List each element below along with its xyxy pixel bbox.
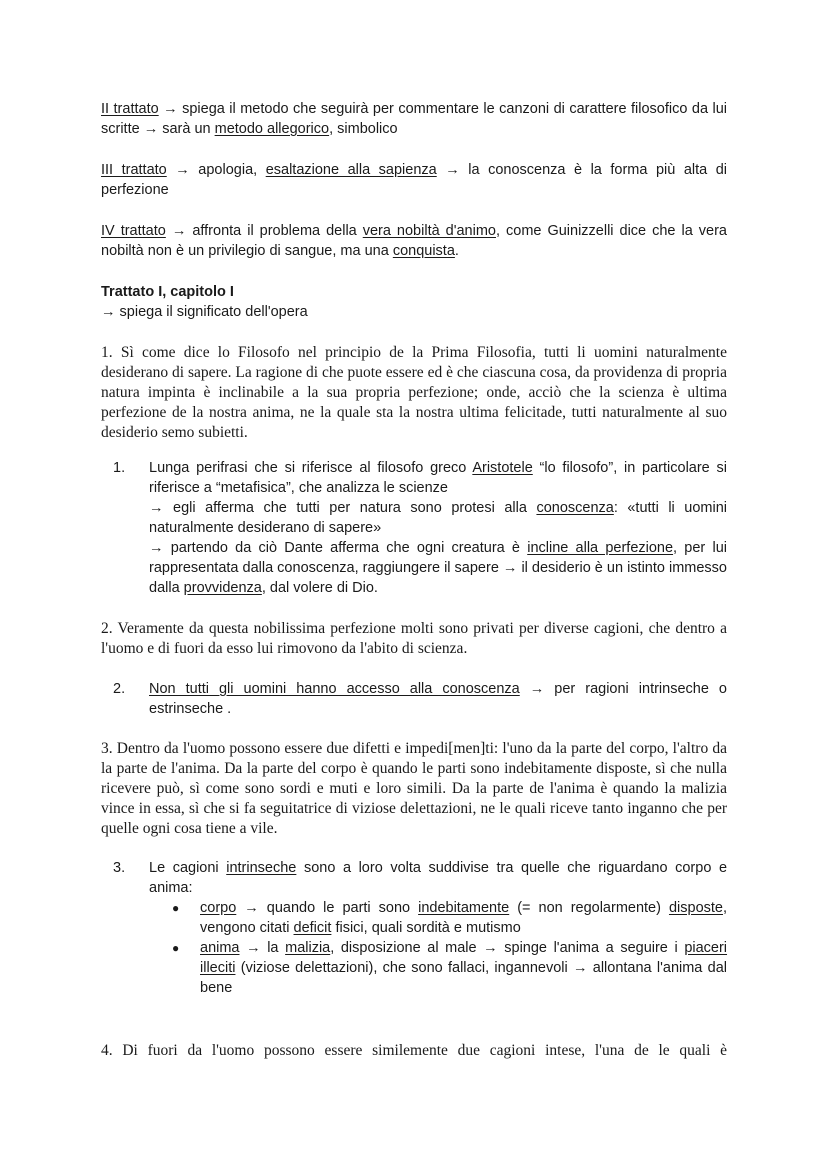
label-trattato-2: II trattato <box>101 101 159 117</box>
bullet-anima: anima → la malizia, disposizione al male → spinge l'anima a seguire i piaceri illeciti (viziose delettazioni), che sono fallaci, ingannevoli → allontana l'anima dal bene <box>200 940 728 996</box>
note-2: Non tutti gli uomini hanno accesso alla conoscenza → per ragioni intrinseche o estrinseche . <box>149 681 727 717</box>
arrow: → <box>163 101 178 117</box>
quote-3: 3. Dentro da l'uomo possono essere due difetti e impedi[men]ti: l'uno da la parte del corpo, l'altro da la parte de l'anima. Da la parte del corpo è quando le parti sono indebitamente disposte, sì che nulla ricevere può, sì come sono sordi e muti e loro simili. Da la parte de l'anima è quando la malizia vince in essa, sì che si fa seguitatrice di viziose delettazioni, ne le quali riceve tanto inganno che per quelle ogni cosa tiene a vile. <box>101 740 727 837</box>
note-2-number: 2. <box>113 681 126 697</box>
note-1-number: 1. <box>113 460 126 476</box>
section-subheading: → spiega il significato dell'opera <box>101 304 308 320</box>
label-trattato-3: III trattato <box>101 162 167 178</box>
note-3-number: 3. <box>113 860 126 876</box>
paragraph-trattato-2: II trattato → spiega il metodo che seguirà per commentare le canzoni di carattere filosofico da lui scritte → sarà un metodo allegorico, simbolico <box>101 101 727 137</box>
section-heading: Trattato I, capitolo I <box>101 284 234 300</box>
bullet-corpo: corpo → quando le parti sono indebitamente (= non regolarmente) disposte, vengono citati deficit fisici, quali sordità e mutismo <box>200 900 728 936</box>
label-trattato-4: IV trattato <box>101 223 166 239</box>
note-3: Le cagioni intrinseche sono a loro volta suddivise tra quelle che riguardano corpo e anima: <box>149 860 728 896</box>
paragraph-trattato-4: IV trattato → affronta il problema della vera nobiltà d'animo, come Guinizzelli dice che la vera nobiltà non è un privilegio di sangue, ma una conquista. <box>101 223 727 259</box>
note-1: Lunga perifrasi che si riferisce al filosofo greco Aristotele “lo filosofo”, in particolare si riferisce a “metafisica”, che analizza le scienze → egli afferma che tutti per natura sono protesi alla conoscenza: «tutti li uomini naturalmente desiderano di sapere» → partendo da ciò Dante afferma che ogni creatura è incline alla perfezione, per lui rappresentata dalla conoscenza, raggiungere il sapere → il desiderio è un istinto immesso dalla provvidenza, dal volere di Dio. <box>149 460 727 596</box>
bullet-icon: ● <box>172 941 180 955</box>
paragraph-trattato-3: III trattato → apologia, esaltazione alla sapienza → la conoscenza è la forma più alta di perfezione <box>101 162 728 198</box>
bullet-icon: ● <box>172 901 180 915</box>
quote-2: 2. Veramente da questa nobilissima perfezione molti sono privati per diverse cagioni, che dentro a l'uomo e di fuori da esso lui rimovono da l'abito di scienza. <box>101 620 727 657</box>
quote-4: 4. Di fuori da l'uomo possono essere similemente due cagioni intese, l'una de le quali è <box>101 1042 727 1059</box>
quote-1: 1. Sì come dice lo Filosofo nel principio de la Prima Filosofia, tutti li uomini naturalmente desiderano di sapere. La ragione di che puote essere ed è che ciascuna cosa, da providenza di propria natura impinta è inclinabile a la sua propria perfezione; onde, acciò che la scienza è ultima perfezione de la nostra anima, ne la quale sta la nostra ultima felicitade, tutti naturalmente al suo desiderio semo subietti. <box>101 344 727 441</box>
